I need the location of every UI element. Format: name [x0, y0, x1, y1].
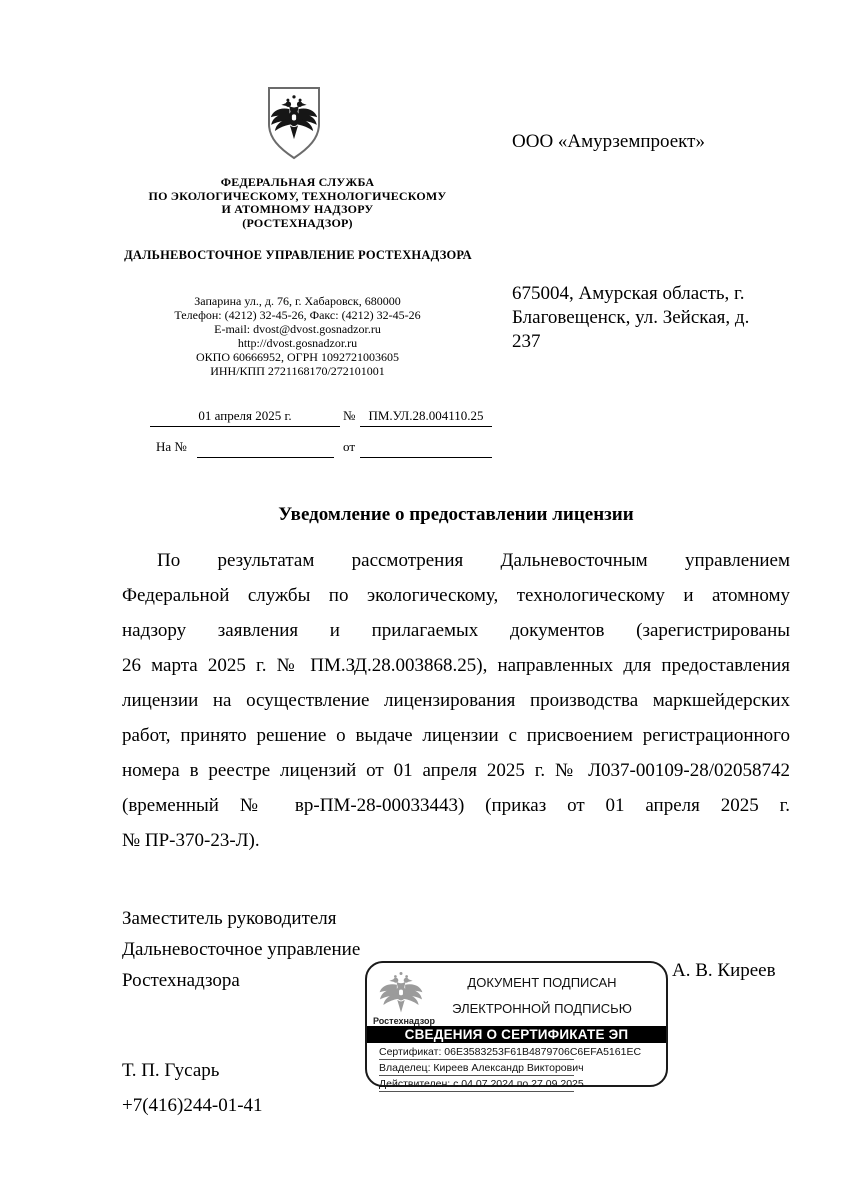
contact-line-inn-kpp: ИНН/КПП 2721168170/272101001	[210, 364, 385, 378]
document-number: ПМ.УЛ.28.004110.25	[360, 406, 492, 427]
executor-name: Т. П. Гусарь	[122, 1060, 220, 1081]
signer-position-line: Заместитель руководителя	[122, 908, 337, 929]
document-date: 01 апреля 2025 г.	[150, 406, 340, 427]
agency-name-line: (РОСТЕХНАДЗОР)	[242, 215, 353, 230]
addressee-address-line: 237	[512, 331, 541, 352]
body-line: Федеральной службы по экологическому, технологическому и атомному	[122, 585, 790, 606]
stamp-certificate-owner: Владелец: Киреев Александр Викторович	[379, 1062, 584, 1074]
stamp-certificate-number: Сертификат: 06E3583253F61B4879706C6EFA5161EC	[379, 1046, 642, 1058]
stamp-logo-caption: Ростехнадзор	[373, 1016, 435, 1026]
agency-name-line: ПО ЭКОЛОГИЧЕСКОМУ, ТЕХНОЛОГИЧЕСКОМУ	[148, 188, 447, 203]
body-paragraph	[122, 543, 790, 858]
reply-number-blank	[197, 437, 334, 458]
coat-of-arms-icon	[262, 86, 326, 160]
agency-name-line: ФЕДЕРАЛЬНАЯ СЛУЖБА	[220, 175, 375, 189]
body-line: По результатам рассмотрения Дальневосточным управлением	[157, 550, 790, 571]
executor-phone: +7(416)244-01-41	[122, 1095, 263, 1116]
division-name: ДАЛЬНЕВОСТОЧНОЕ УПРАВЛЕНИЕ РОСТЕХНАДЗОРА	[124, 248, 472, 262]
addressee-address-line: Благовещенск, ул. Зейская, д.	[512, 307, 750, 328]
signer-name: А. В. Киреев	[672, 960, 776, 981]
stamp-signed-line: ДОКУМЕНТ ПОДПИСАН	[467, 975, 617, 990]
contact-line-okpo-ogrn: ОКПО 60666952, ОГРН 1092721003605	[196, 350, 399, 364]
body-line: надзору заявления и прилагаемых документов (зарегистрированы	[122, 620, 790, 641]
addressee-address	[512, 282, 797, 354]
body-line: номера в реестре лицензий от 01 апреля 2025 г. № Л037-00109-28/02058742	[122, 760, 790, 781]
stamp-signed-line: ЭЛЕКТРОННОЙ ПОДПИСЬЮ	[452, 1001, 632, 1016]
contact-block	[130, 294, 465, 378]
stamp-certificate-details	[379, 1044, 654, 1092]
body-line: (временный № вр-ПМ-28-00033443) (приказ от 01 апреля 2025 г.	[122, 795, 790, 816]
electronic-signature-stamp	[365, 961, 668, 1090]
agency-name	[130, 176, 465, 230]
agency-name-line: И АТОМНОМУ НАДЗОРУ	[221, 202, 374, 216]
body-line: № ПР-370-23-Л).	[122, 830, 260, 851]
contact-line-email: E-mail: dvost@dvost.gosnadzor.ru	[214, 322, 381, 336]
reply-date-blank	[360, 437, 492, 458]
document-title: Уведомление о предоставлении лицензии	[278, 504, 634, 525]
number-sign: №	[343, 408, 356, 423]
body-line: работ, принято решение о выдаче лицензии с присвоением регистрационного	[122, 725, 790, 746]
stamp-certificate-band: СВЕДЕНИЯ О СЕРТИФИКАТЕ ЭП	[367, 1026, 666, 1043]
contact-line-address: Запарина ул., д. 76, г. Хабаровск, 680000	[194, 294, 401, 308]
contact-line-website: http://dvost.gosnadzor.ru	[237, 336, 358, 350]
body-line: лицензии на осуществление лицензирования производства маркшейдерских	[122, 690, 790, 711]
body-line: 26 марта 2025 г. № ПМ.ЗД.28.003868.25), направленных для предоставления	[122, 655, 790, 676]
rostekhnadzor-logo-icon	[377, 970, 425, 1016]
contact-line-phone: Телефон: (4212) 32-45-26, Факс: (4212) 32-45-26	[174, 308, 421, 322]
signer-position-line: Ростехнадзора	[122, 970, 240, 991]
reply-to-label: На №	[156, 439, 187, 454]
reply-from-label: от	[343, 439, 356, 454]
stamp-certificate-validity: Действителен: с 04.07.2024 по 27.09.2025	[379, 1078, 584, 1090]
addressee-address-line: 675004, Амурская область, г.	[512, 283, 745, 304]
signer-position-line: Дальневосточное управление	[122, 939, 361, 960]
addressee-name: ООО «Амурземпроект»	[512, 131, 705, 152]
signer-position	[122, 903, 360, 996]
